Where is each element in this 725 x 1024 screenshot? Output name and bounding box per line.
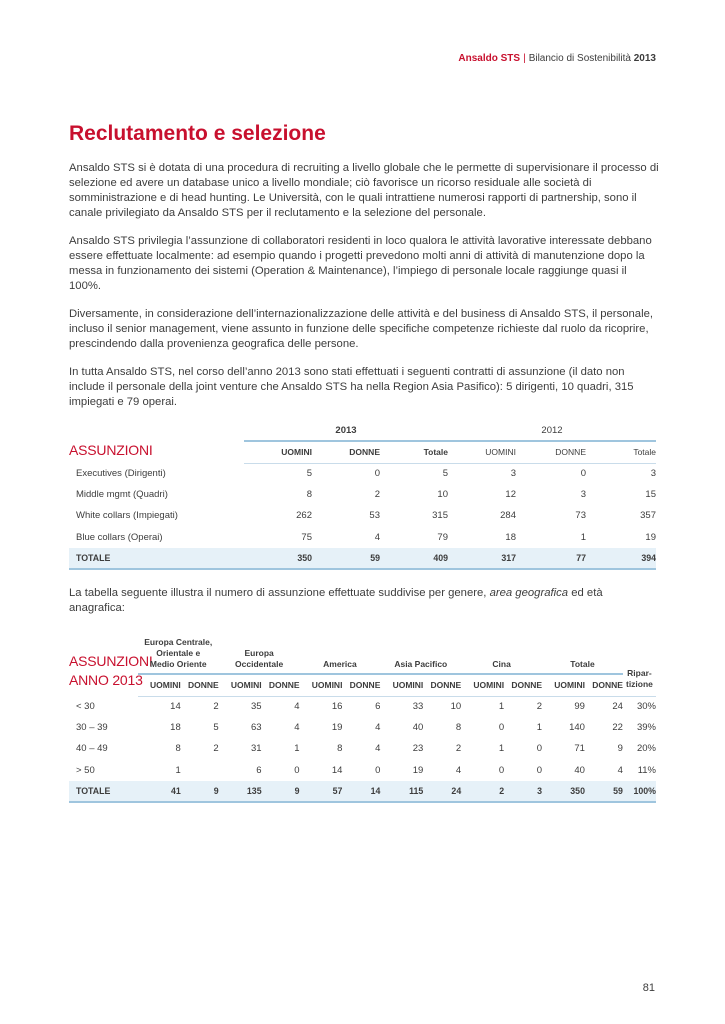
table-cell: 1 — [294, 743, 300, 755]
table-cell: 1 — [536, 722, 543, 734]
table-cell: 10 — [450, 701, 462, 713]
table-cell: 0 — [498, 764, 505, 776]
table-cell: 0 — [498, 722, 505, 734]
table-cell: 357 — [640, 510, 656, 522]
header-company: Ansaldo STS — [458, 53, 521, 64]
table-cell: 409 — [380, 548, 448, 569]
paragraph-international: Diversamente, in considerazione dell’internazionalizzazione delle attività e del business di Ansaldo STS, il personale, incluso il senior management, viene assunto in funzione delle specifiche competenze richieste dal ruolo da ricoprire, prescindendo dalla provenienza geografica delle persone. — [69, 308, 654, 351]
table-cell: 9 — [617, 743, 623, 755]
table-cell: 41 — [138, 781, 181, 802]
row-label: TOTALE — [69, 548, 244, 569]
table-cell: 99 — [574, 701, 585, 713]
table-cell: 5 — [442, 468, 448, 480]
row-label: 40 – 49 — [76, 743, 108, 755]
header-donne: DONNE — [504, 674, 542, 696]
table-cell: 0 — [374, 468, 380, 480]
row-label: > 50 — [76, 764, 95, 776]
paragraph-local-hiring: Ansaldo STS privilegia l’assunzione di collaboratori residenti in loco qualora le attività lavorative interessate debbano essere effettuate localmente: ad esempio quando i progetti prevedono molti anni di attività di manutenzione dopo la messa in funzionamento dei sistemi (Operation & Maintenance), l’impiego di personale locale raggiunge quasi il 100%. — [69, 235, 652, 293]
table-cell: 0 — [536, 764, 543, 776]
table-cell: 2 — [461, 781, 504, 802]
table-cell: 4 — [374, 531, 380, 543]
table2-column-headers — [69, 674, 656, 696]
paragraph-recruiting: Ansaldo STS si è dotata di una procedura di recruiting a livello globale che le permette di supervisionare il processo di selezione ed avere un database unico a livello mondiale; ciò favorisce un ricorso residuale alle società di somministrazione e di head hunting. Le Università, con le quali intrattiene numerosi rapporti di partnership, sono il canale privilegiato da Ansaldo STS per il reclutamento e la selezione del personale. — [69, 162, 659, 220]
table-row — [69, 717, 656, 738]
table-cell: 14 — [331, 764, 343, 776]
table-cell: 394 — [586, 548, 656, 569]
table-cell: 63 — [251, 722, 262, 734]
paragraph-table-intro: La tabella seguente illustra il numero di assunzione effettuate suddivise per genere, area geografica ed età anagrafica: — [69, 587, 603, 615]
header-report: Bilancio di Sostenibilità — [528, 53, 631, 64]
table1-header-totale-2013: Totale — [380, 441, 448, 463]
table1-header-totale-2012: Totale — [586, 441, 656, 463]
table-cell: 9 — [181, 781, 219, 802]
table-cell: 15 — [645, 489, 656, 501]
table-cell: 19 — [412, 764, 424, 776]
page-title: Reclutamento e selezione — [69, 122, 326, 145]
table-cell: 0 — [294, 764, 300, 776]
table-cell: 2 — [213, 743, 219, 755]
row-label: TOTALE — [69, 781, 138, 802]
header-separator: | — [523, 53, 526, 64]
table-cell: 53 — [369, 510, 380, 522]
table-cell: 1 — [175, 764, 181, 776]
table-cell: 16 — [331, 701, 343, 713]
hires-by-region-table — [69, 632, 656, 803]
header-ripartizione: Ripar- tizione — [623, 632, 656, 696]
table-cell: 115 — [380, 781, 423, 802]
table-cell: 18 — [170, 722, 181, 734]
table-cell: 5 — [306, 468, 312, 480]
group-asia-pacifico: Asia Pacifico — [380, 632, 461, 674]
table-cell — [181, 760, 219, 781]
table-cell: 75 — [301, 531, 312, 543]
table-cell: 4 — [294, 722, 300, 734]
header-uomini: UOMINI — [300, 674, 343, 696]
table1-header-donne-2012: DONNE — [516, 441, 586, 463]
header-donne: DONNE — [342, 674, 380, 696]
table-cell: 5 — [213, 722, 219, 734]
table2-label-line1: ASSUNZIONI — [69, 653, 153, 669]
header-uomini: UOMINI — [380, 674, 423, 696]
table-cell: 1 — [498, 743, 505, 755]
table-cell: 0 — [375, 764, 381, 776]
table-cell: 1 — [580, 531, 586, 543]
header-uomini: UOMINI — [219, 674, 262, 696]
paragraph-contracts: In tutta Ansaldo STS, nel corso dell’anno 2013 sono stati effettuati i seguenti contratti di assunzione (il dato non include il personale della joint venture che Ansaldo STS ha nella Region Asia Pasifico): 5 dirigenti, 10 quadri, 315 impiegati e 79 operai. — [69, 366, 634, 409]
table-cell: 3 — [650, 468, 656, 480]
table-cell: 31 — [251, 743, 262, 755]
header-donne: DONNE — [423, 674, 461, 696]
table-cell: 3 — [580, 489, 586, 501]
table-cell: 39% — [636, 722, 656, 734]
table1-header-uomini-2012: UOMINI — [448, 441, 516, 463]
table-cell: 40 — [574, 764, 585, 776]
table-cell: 4 — [375, 722, 381, 734]
table-cell: 100% — [623, 781, 656, 802]
table-cell: 8 — [455, 722, 462, 734]
header-uomini: UOMINI — [542, 674, 585, 696]
row-label: White collars (Impiegati) — [76, 510, 178, 522]
hires-table — [69, 421, 656, 570]
table-row — [69, 463, 656, 484]
table-cell: 350 — [244, 548, 312, 569]
table-cell: 59 — [585, 781, 623, 802]
table-cell: 4 — [455, 764, 462, 776]
table2-group-headers — [69, 632, 656, 674]
table-cell: 262 — [296, 510, 312, 522]
group-europa-occidentale: Europa Occidentale — [219, 632, 300, 674]
table-row — [69, 738, 656, 759]
table-cell: 11% — [637, 764, 656, 776]
table-row — [69, 527, 656, 548]
table-cell: 33 — [412, 701, 424, 713]
table-cell: 350 — [542, 781, 585, 802]
table1-column-headers — [69, 441, 656, 463]
table-cell: 14 — [170, 701, 181, 713]
table-cell: 10 — [437, 489, 448, 501]
table-cell: 8 — [175, 743, 181, 755]
table-cell: 135 — [219, 781, 262, 802]
header-donne: DONNE — [181, 674, 219, 696]
table-cell: 315 — [432, 510, 448, 522]
table-cell: 40 — [412, 722, 424, 734]
table-cell: 23 — [412, 743, 424, 755]
table-cell: 8 — [337, 743, 343, 755]
table-cell: 317 — [448, 548, 516, 569]
table-cell: 284 — [500, 510, 516, 522]
table1-header-uomini-2013: UOMINI — [244, 441, 312, 463]
table-cell: 4 — [294, 701, 300, 713]
table-cell: 1 — [498, 701, 505, 713]
running-header — [458, 53, 656, 64]
table-row — [69, 760, 656, 781]
table-cell: 35 — [251, 701, 262, 713]
table-cell: 14 — [342, 781, 380, 802]
row-label: Executives (Dirigenti) — [76, 468, 166, 480]
table-total-row — [69, 781, 656, 802]
table-cell: 59 — [312, 548, 380, 569]
table-cell: 8 — [306, 489, 312, 501]
table-row — [69, 484, 656, 505]
table-row — [69, 696, 656, 717]
table-cell: 79 — [437, 531, 448, 543]
table-cell: 3 — [510, 468, 516, 480]
table-cell: 19 — [645, 531, 656, 543]
table-cell: 0 — [536, 743, 543, 755]
table-cell: 2 — [213, 701, 219, 713]
table-cell: 0 — [580, 468, 586, 480]
table2-label-line2: ANNO 2013 — [69, 672, 143, 688]
header-donne: DONNE — [262, 674, 300, 696]
table1-label: ASSUNZIONI — [69, 442, 153, 458]
table-cell: 4 — [617, 764, 623, 776]
table-cell: 4 — [375, 743, 381, 755]
table-cell: 9 — [262, 781, 300, 802]
table-cell: 12 — [505, 489, 516, 501]
table-cell: 57 — [300, 781, 343, 802]
table-cell: 140 — [569, 722, 585, 734]
table-cell: 6 — [375, 701, 381, 713]
table-total-row — [69, 548, 656, 569]
table-cell: 73 — [575, 510, 586, 522]
group-america: America — [300, 632, 381, 674]
table-cell: 22 — [612, 722, 623, 734]
group-europa-centrale: Europa Centrale, Orientale e Medio Oriente — [138, 632, 219, 674]
header-uomini: UOMINI — [138, 674, 181, 696]
table-cell: 77 — [516, 548, 586, 569]
table1-year-2012: 2012 — [448, 421, 656, 441]
italic-phrase: area geografica — [489, 587, 569, 599]
table-cell: 19 — [331, 722, 343, 734]
row-label: < 30 — [76, 701, 95, 713]
table-cell: 18 — [505, 531, 516, 543]
table1-year-row — [69, 421, 656, 441]
row-label: 30 – 39 — [76, 722, 108, 734]
table-cell: 20% — [636, 743, 656, 755]
header-year: 2013 — [633, 53, 656, 64]
table-row — [69, 505, 656, 526]
table-cell: 6 — [256, 764, 262, 776]
table-cell: 71 — [574, 743, 585, 755]
row-label: Blue collars (Operai) — [76, 531, 163, 543]
table-cell: 2 — [455, 743, 462, 755]
table1-year-2013: 2013 — [244, 421, 448, 441]
table-cell: 24 — [612, 701, 623, 713]
table1-header-donne-2013: DONNE — [312, 441, 380, 463]
group-totale: Totale — [542, 632, 623, 674]
table-cell: 2 — [536, 701, 543, 713]
table-cell: 30% — [636, 701, 656, 713]
header-donne: DONNE — [585, 674, 623, 696]
page-number: 81 — [642, 982, 655, 994]
table-cell: 24 — [423, 781, 461, 802]
group-cina: Cina — [461, 632, 542, 674]
header-uomini: UOMINI — [461, 674, 504, 696]
row-label: Middle mgmt (Quadri) — [76, 489, 168, 501]
table-cell: 3 — [504, 781, 542, 802]
table-cell: 2 — [374, 489, 380, 501]
